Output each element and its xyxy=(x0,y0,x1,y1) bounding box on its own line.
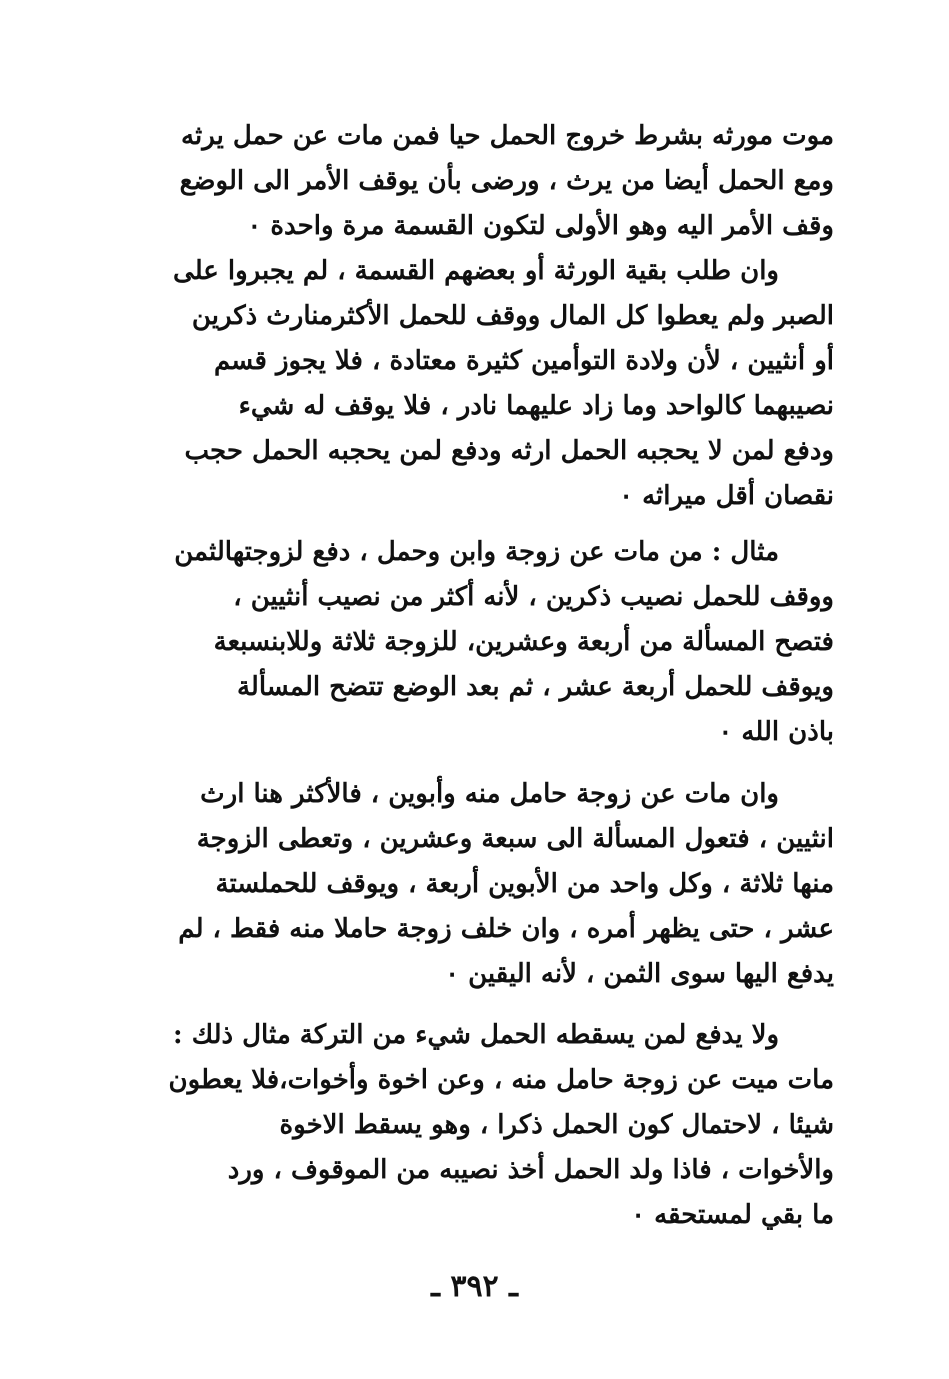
text-line: وقف الأمر اليه وهو الأولى لتكون القسمة مرة واحدة ٠ xyxy=(247,211,834,241)
text-line: وان مات عن زوجة حامل منه وأبوين ، فالأكثر هنا ارث xyxy=(200,779,779,809)
text-line: ويوقف للحمل أربعة عشر ، ثم بعد الوضع تتضح المسألة xyxy=(236,672,834,702)
paragraph-5 xyxy=(74,1013,834,1238)
text-line: ما بقي لمستحقه ٠ xyxy=(631,1200,834,1230)
text-line: ودفع لمن لا يحجبه الحمل ارثه ودفع لمن يحجبه الحمل حجب xyxy=(184,436,834,466)
text-line: مات ميت عن زوجة حامل منه ، وعن اخوة وأخوات،فلا يعطون xyxy=(168,1065,834,1095)
paragraph-4 xyxy=(74,772,834,997)
text-line: مثال : من مات عن زوجة وابن وحمل ، دفع لزوجتهالثمن xyxy=(174,537,779,567)
text-line: وان طلب بقية الورثة أو بعضهم القسمة ، لم يجبروا على xyxy=(173,256,779,286)
text-line: الصبر ولم يعطوا كل المال ووقف للحمل الأكثرمنارث ذكرين xyxy=(191,301,834,331)
text-line: باذن الله ٠ xyxy=(718,717,834,747)
text-line: موت مورثه بشرط خروج الحمل حيا فمن مات عن حمل يرثه xyxy=(181,121,834,151)
paragraph-2 xyxy=(74,249,834,519)
text-line: والأخوات ، فاذا ولد الحمل أخذ نصيبه من الموقوف ، ورد xyxy=(227,1155,834,1185)
paragraph-3 xyxy=(74,530,834,755)
text-line: عشر ، حتى يظهر أمره ، وان خلف زوجة حاملا منه فقط ، لم xyxy=(178,914,834,944)
text-line: شيئا ، لاحتمال كون الحمل ذكرا ، وهو يسقط الاخوة xyxy=(279,1110,834,1140)
text-line: ووقف للحمل نصيب ذكرين ، لأنه أكثر من نصيب أنثيين ، xyxy=(233,582,834,612)
text-line: نقصان أقل ميراثه ٠ xyxy=(619,481,834,511)
text-line: يدفع اليها سوى الثمن ، لأنه اليقين ٠ xyxy=(445,959,834,989)
text-line: نصيبهما كالواحد وما زاد عليهما نادر ، فلا يوقف له شيء xyxy=(238,391,834,421)
page-number: ـ ٣٩٢ ـ xyxy=(431,1269,518,1304)
text-line: منها ثلاثة ، وكل واحد من الأبوين أربعة ، ويوقف للحملستة xyxy=(215,869,834,899)
text-line: أو أنثيين ، لأن ولادة التوأمين كثيرة معتادة ، فلا يجوز قسم xyxy=(214,346,834,376)
text-line: ولا يدفع لمن يسقطه الحمل شيء من التركة مثال ذلك : xyxy=(173,1020,779,1050)
text-line: ومع الحمل أيضا من يرث ، ورضى بأن يوقف الأمر الى الوضع xyxy=(179,166,834,196)
paragraph-1 xyxy=(74,114,834,249)
text-line: انثيين ، فتعول المسألة الى سبعة وعشرين ، وتعطى الزوجة xyxy=(196,824,834,854)
text-line: فتصح المسألة من أربعة وعشرين، للزوجة ثلاثة وللابنسبعة xyxy=(213,627,834,657)
